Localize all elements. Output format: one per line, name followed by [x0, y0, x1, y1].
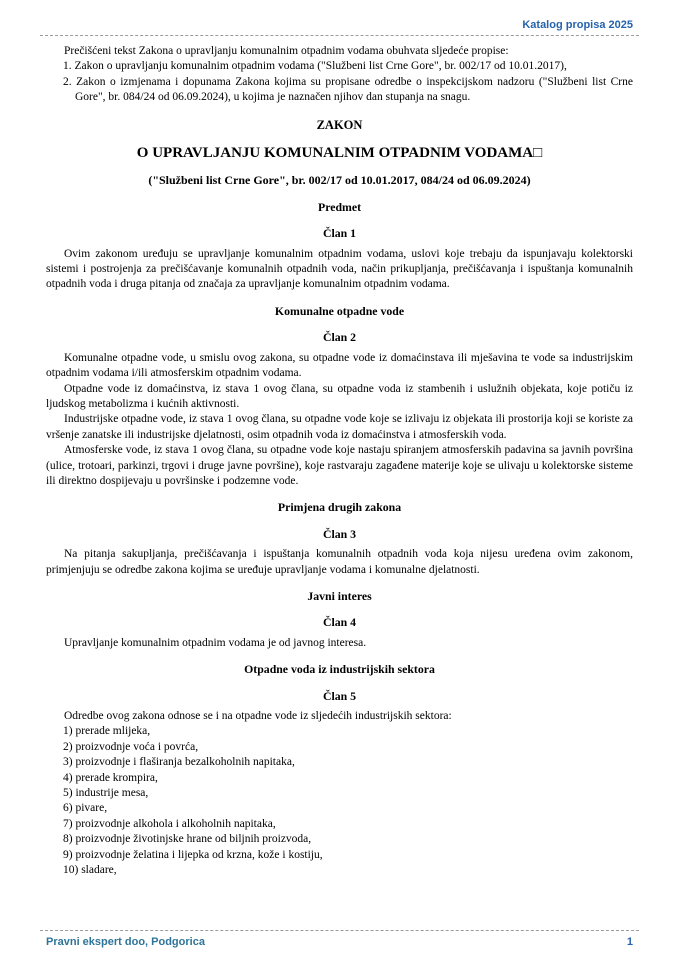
article-heading-clan-2: Član 2	[322, 330, 357, 345]
page-header	[40, 19, 639, 36]
section-heading-komunalne-otpadne-vode: Komunalne otpadne vode	[274, 303, 405, 318]
section-heading-primjena-drugih-zakona: Primjena drugih zakona	[277, 500, 402, 515]
article-heading-clan-1: Član 1	[322, 226, 357, 241]
article-heading-clan-5: Član 5	[322, 688, 357, 703]
sector-list-item: 4) prerade krompira,	[63, 771, 158, 784]
law-gazette-subtitle: ("Službeni list Crne Gore", br. 002/17 od 10.01.2017, 084/24 od 06.09.2024)	[148, 173, 531, 188]
sector-list-item: 9) proizvodnje želatina i lijepka od krzna, kože i kostiju,	[63, 848, 323, 861]
paragraph: Odredbe ovog zakona odnose se i na otpadne vode iz sljedećih industrijskih sektora:	[64, 710, 452, 722]
page-number: 1	[626, 936, 633, 948]
intro-paragraph: Prečišćeni tekst Zakona o upravljanju komunalnim otpadnim vodama obuhvata sljedeće propise:	[64, 45, 509, 57]
sector-list-item: 6) pivare,	[63, 802, 108, 815]
catalog-label: Katalog propisa 2025	[522, 19, 633, 31]
section-heading-predmet: Predmet	[317, 199, 362, 214]
source-item-1: 1. Zakon o upravljanju komunalnim otpadnim vodama ("Službeni list Crne Gore", br. 002/17 od 10.01.2017),	[63, 60, 567, 73]
sector-list-item: 3) proizvodnje i flaširanja bezalkoholnih napitaka,	[63, 756, 295, 769]
sector-list-item: 5) industrije mesa,	[63, 787, 149, 800]
sector-list-item: 10) sladare,	[63, 864, 117, 877]
paragraph: Industrijske otpadne vode, iz stava 1 ovog člana, su otpadne vode koje se izlivaju iz objekata ili prostorija koji se koriste za vršenje zanatske ili industrijske djelatnosti, osim otpadnih voda iz domaćinstva i atmosferskih voda.	[46, 413, 633, 441]
publisher-label: Pravni ekspert doo, Podgorica	[46, 936, 205, 948]
law-title: O UPRAVLJANJU KOMUNALNIM OTPADNIM VODAMA□	[136, 145, 543, 162]
sector-list-item: 1) prerade mlijeka,	[63, 725, 151, 738]
paragraph: Otpadne vode iz domaćinstva, iz stava 1 ovog člana, su otpadne voda iz stambenih i uslužnih objekata, koje potiču iz ljudskog metabolizma i kućnih aktivnosti.	[46, 382, 633, 410]
document-body	[40, 36, 639, 926]
sector-list-item: 2) proizvodnje voća i povrća,	[63, 740, 199, 753]
source-item-2: 2. Zakon o izmjenama i dopunama Zakona kojima su propisane odredbe o inspekcijskom nadzoru ("Službeni list Crne Gore", br. 084/24 od 06.09.2024), u kojima je naznačen njihov dan stupanja na snagu.	[63, 75, 633, 104]
article-heading-clan-3: Član 3	[322, 526, 357, 541]
paragraph: Upravljanje komunalnim otpadnim vodama je od javnog interesa.	[64, 636, 367, 649]
sector-list-item: 8) proizvodnje životinjske hrane od biljnih proizvoda,	[63, 833, 312, 846]
paragraph: Atmosferske vode, iz stava 1 ovog člana, su otpadne vode koje nastaju spiranjem atmosferskih padavina sa javnih površina (ulice, trotoari, parkinzi, trgovi i druge javne površine), koje rastvaraju zagađene materije koje se ulivaju u kolektorske sisteme ili direktno dospijevaju u površinske i podzemne vode.	[46, 444, 633, 487]
sector-list-item: 7) proizvodnje alkohola i alkoholnih napitaka,	[63, 817, 276, 830]
law-kicker: ZAKON	[316, 117, 363, 132]
paragraph: Ovim zakonom uređuju se upravljanje komunalnim otpadnim vodama, uslovi koje trebaju da ispunjavaju kolektorski sistemi i postrojenja za prečišćavanje komunalnih otpadnih voda, način prikupljanja, prečišćavanja i ispuštanja komunalnih otpadnih voda i druga pitanja od značaja za upravljanje komunalnim otpadnim vodama.	[46, 247, 633, 291]
section-heading-javni-interes: Javni interes	[307, 588, 372, 603]
page-footer	[40, 926, 639, 948]
footer-row	[40, 931, 639, 948]
section-heading-otpadne-vode-industrijski-sektori: Otpadne voda iz industrijskih sektora	[244, 662, 435, 677]
article-heading-clan-4: Član 4	[322, 615, 357, 630]
paragraph: Komunalne otpadne vode, u smislu ovog zakona, su otpadne vode iz domaćinstava ili mješavina te vode sa industrijskim otpadnim vodama i/ili atmosferskim otpadnim vodama.	[46, 351, 633, 380]
paragraph: Na pitanja sakupljanja, prečišćavanja i ispuštanja komunalnih otpadnih voda koja nijesu uređena ovim zakonom, primjenjuju se odredbe zakona kojima se uređuje upravljanje vodama i komunalne djelatnosti.	[46, 548, 633, 576]
